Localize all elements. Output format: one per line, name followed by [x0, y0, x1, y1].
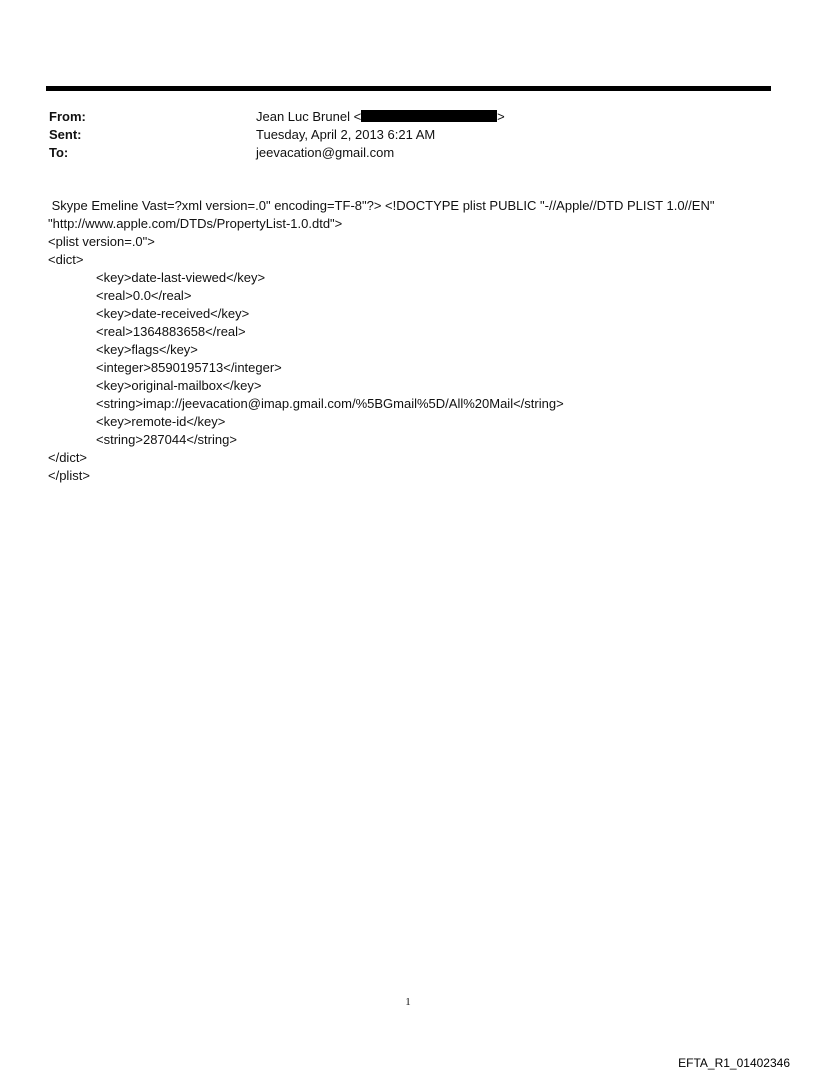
- body-line: <key>flags</key>: [96, 342, 198, 357]
- body-line: "http://www.apple.com/DTDs/PropertyList-1.0.dtd">: [48, 216, 343, 231]
- email-body: [48, 197, 768, 485]
- body-line: <real>0.0</real>: [96, 288, 192, 303]
- sent-label: Sent:: [49, 127, 82, 142]
- to-row: [49, 144, 749, 161]
- document-id: EFTA_R1_01402346: [678, 1056, 790, 1070]
- body-line: <key>date-last-viewed</key>: [96, 270, 266, 285]
- from-value: [256, 108, 505, 125]
- body-line: Skype Emeline Vast=?xml version=.0" encoding=TF-8"?> <!DOCTYPE plist PUBLIC "-//Apple//DTD PLIST 1.0//EN": [48, 198, 715, 213]
- body-line: <key>remote-id</key>: [96, 414, 226, 429]
- redaction-block: [361, 110, 497, 122]
- sender-name: Jean Luc Brunel <: [256, 109, 362, 124]
- body-line: <real>1364883658</real>: [96, 324, 246, 339]
- sent-value: Tuesday, April 2, 2013 6:21 AM: [256, 127, 436, 142]
- from-label: From:: [49, 109, 86, 124]
- from-row: [49, 108, 749, 125]
- body-line: <integer>8590195713</integer>: [96, 360, 282, 375]
- to-label: To:: [49, 145, 69, 160]
- to-value: jeevacation@gmail.com: [256, 145, 395, 160]
- body-line: <string>287044</string>: [96, 432, 237, 447]
- header-divider: [46, 86, 771, 91]
- body-line: <plist version=.0">: [48, 234, 155, 249]
- body-line: <string>imap://jeevacation@imap.gmail.com/%5BGmail%5D/All%20Mail</string>: [96, 396, 564, 411]
- sender-bracket: >: [497, 109, 505, 124]
- body-line: <key>date-received</key>: [96, 306, 250, 321]
- body-line: </plist>: [48, 468, 90, 483]
- sent-row: [49, 126, 749, 143]
- body-line: </dict>: [48, 450, 88, 465]
- body-line: <dict>: [48, 252, 84, 267]
- body-line: <key>original-mailbox</key>: [96, 378, 262, 393]
- page-number: 1: [405, 996, 411, 1008]
